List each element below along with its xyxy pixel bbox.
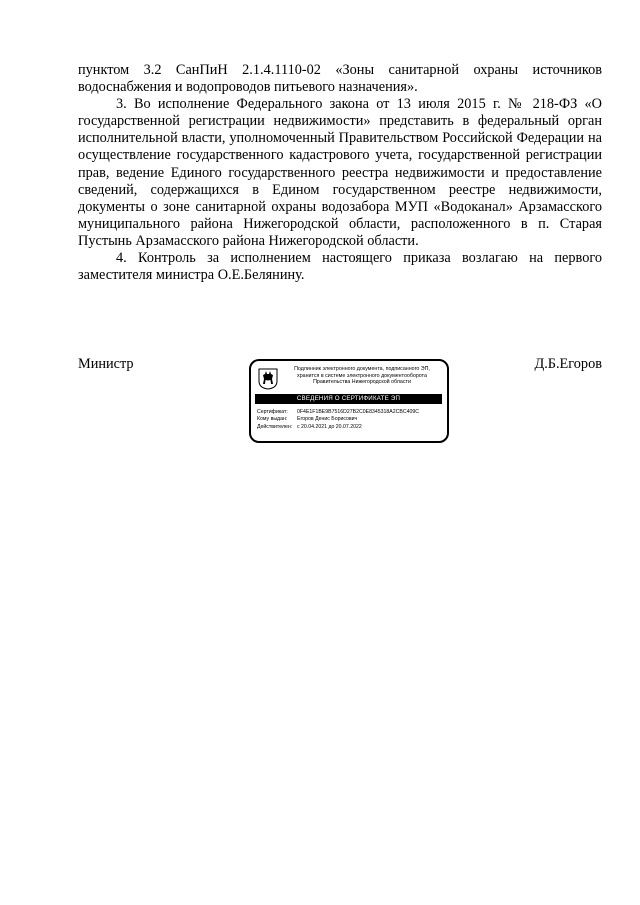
signatory-name: Д.Б.Егоров bbox=[534, 356, 602, 372]
certificate-row bbox=[257, 409, 443, 416]
electronic-signature-stamp bbox=[249, 359, 449, 443]
paragraph-item-4: 4. Контроль за исполнением настоящего приказа возлагаю на первого заместителя министра О.Е.Белянину. bbox=[78, 250, 602, 284]
valid-value: с 20.04.2021 до 20.07.2022 bbox=[297, 423, 362, 430]
issued-row bbox=[257, 416, 443, 423]
certificate-value: 0F4E1F1BE9B7516D27B2C0E8345318A2CBC409C bbox=[297, 409, 419, 415]
deer-emblem-icon bbox=[258, 368, 278, 390]
stamp-header-line: Правительства Нижегородской области bbox=[313, 379, 411, 386]
valid-label: Действителен: bbox=[257, 423, 293, 430]
paragraph-sanpin: пунктом 3.2 СанПиН 2.1.4.1110-02 «Зоны санитарной охраны источников водоснабжения и водопроводов питьевого назначения». bbox=[78, 62, 602, 96]
stamp-header-line: Подлинник электронного документа, подписанного ЭП, bbox=[294, 366, 430, 372]
valid-row bbox=[257, 424, 443, 431]
document-body bbox=[78, 62, 602, 284]
issued-value: Егоров Денис Борисович bbox=[297, 416, 358, 423]
certificate-label: Сертификат: bbox=[257, 409, 288, 415]
stamp-details bbox=[257, 409, 443, 431]
paragraph-item-3: 3. Во исполнение Федерального закона от 13 июля 2015 г. № 218-ФЗ «О государственной регистрации недвижимости» представить в федеральный орган исполнительной власти, уполномоченный Правительством Российской Федерации на осуществление государственного кадастрового учета, государственной регистрации прав, ведение Единого государственного реестра недвижимости и предоставление сведений, содержащихся в Едином государственном реестре недвижимости, документы о зоне санитарной охраны водозабора МУП «Водоканал» Арзамасского муниципального района Нижегородской области, расположенного в п. Старая Пустынь Арзамасского района Нижегородской области. bbox=[78, 96, 602, 249]
stamp-title: СВЕДЕНИЯ О СЕРТИФИКАТЕ ЭП bbox=[255, 394, 442, 404]
issued-label: Кому выдан: bbox=[257, 416, 288, 423]
signatory-position: Министр bbox=[78, 356, 134, 372]
stamp-header bbox=[281, 366, 443, 386]
stamp-header-line: хранится в системе электронного документооборота bbox=[297, 372, 427, 379]
